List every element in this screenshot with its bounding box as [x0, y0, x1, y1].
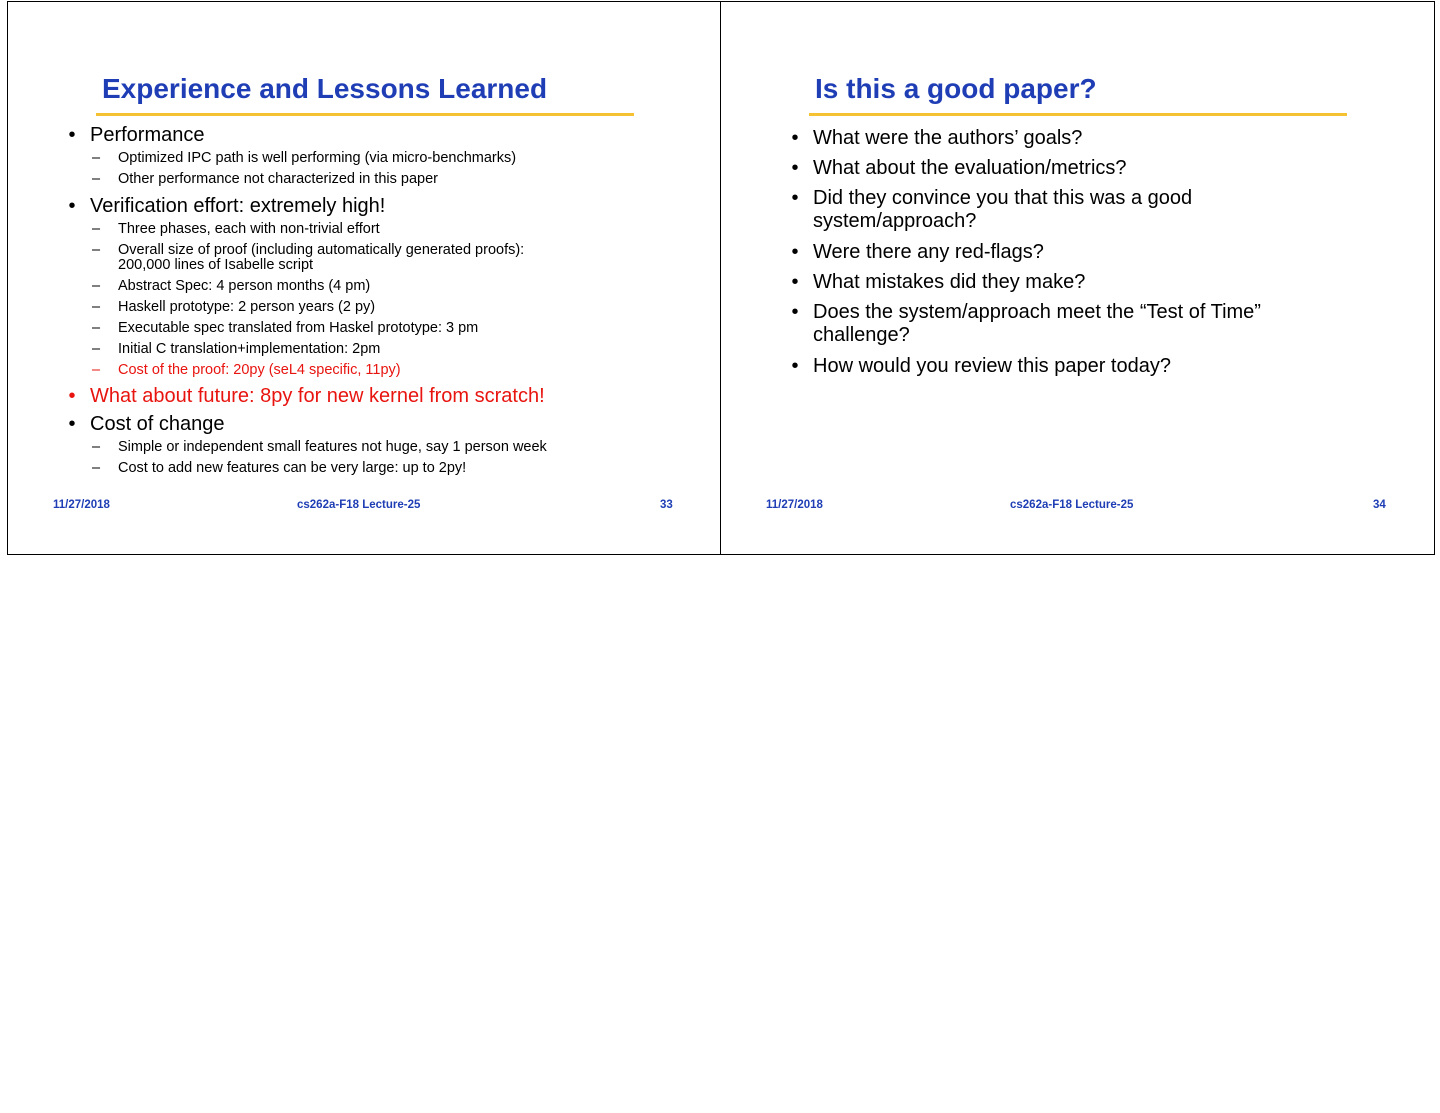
- list-item: – Executable spec translated from Haskel prototype: 3 pm: [92, 320, 479, 336]
- dash-icon: –: [92, 150, 101, 166]
- list-item-continuation: 200,000 lines of Isabelle script: [118, 257, 314, 273]
- list-item: • Performance: [62, 124, 547, 147]
- list-item: • What mistakes did they make?: [785, 271, 1261, 294]
- bullet-list: [785, 127, 1261, 378]
- list-item: • How would you review this paper today?: [785, 355, 1261, 378]
- dash-icon: –: [92, 320, 101, 336]
- bullet-dot-icon: •: [791, 271, 799, 293]
- list-item: – Three phases, each with non-trivial effort: [92, 221, 380, 237]
- slide-title: Experience and Lessons Learned: [102, 73, 548, 104]
- list-item: • Does the system/approach meet the “Test of Time” challenge?: [785, 301, 1261, 347]
- list-item: • What about the evaluation/metrics?: [785, 157, 1261, 180]
- list-item: – Initial C translation+implementation: 2pm: [92, 341, 381, 357]
- dash-icon: –: [92, 299, 101, 315]
- bullet-dot-icon: •: [791, 241, 799, 263]
- dash-icon: –: [92, 171, 101, 187]
- slide-34: [720, 1, 1435, 555]
- list-item: – Haskell prototype: 2 person years (2 py): [92, 299, 376, 315]
- dash-icon: –: [92, 362, 101, 378]
- bullet-dot-icon: •: [791, 157, 799, 179]
- list-item: • Verification effort: extremely high!: [62, 195, 547, 218]
- list-item: – Abstract Spec: 4 person months (4 pm): [92, 278, 371, 294]
- bullet-dot-icon: •: [68, 195, 76, 217]
- list-item: • Cost of change: [62, 413, 547, 436]
- bullet-dot-icon: •: [791, 301, 799, 323]
- title-underline: [96, 113, 634, 116]
- footer-page-number: 33: [660, 499, 673, 511]
- list-item: – Cost to add new features can be very large: up to 2py!: [92, 460, 467, 476]
- bullet-dot-icon: •: [791, 127, 799, 149]
- bullet-dot-icon: •: [68, 124, 76, 146]
- dash-icon: –: [92, 341, 101, 357]
- list-item-highlight: • What about future: 8py for new kernel from scratch!: [62, 385, 547, 408]
- list-item: – Other performance not characterized in this paper: [92, 171, 438, 187]
- dash-icon: –: [92, 278, 101, 294]
- list-item: – Simple or independent small features not huge, say 1 person week: [92, 439, 547, 455]
- slide-33: [7, 1, 721, 555]
- list-item: – Overall size of proof (including automatically generated proofs):: [92, 242, 525, 258]
- bullet-dot-icon: •: [68, 385, 76, 407]
- bullet-dot-icon: •: [791, 355, 799, 377]
- list-item-highlight: – Cost of the proof: 20py (seL4 specific, 11py): [92, 362, 401, 378]
- footer-course: cs262a-F18 Lecture-25: [297, 499, 421, 511]
- dash-icon: –: [92, 460, 101, 476]
- footer-page-number: 34: [1373, 499, 1386, 511]
- bullet-dot-icon: •: [68, 413, 76, 435]
- dash-icon: –: [92, 439, 101, 455]
- bullet-list: [62, 124, 547, 476]
- list-item: – Optimized IPC path is well performing (via micro-benchmarks): [92, 150, 517, 166]
- title-underline: [809, 113, 1347, 116]
- slide-title: Is this a good paper?: [815, 73, 1097, 104]
- list-item: • Did they convince you that this was a good system/approach?: [785, 187, 1261, 233]
- bullet-dot-icon: •: [791, 187, 799, 209]
- dash-icon: –: [92, 242, 101, 258]
- list-item: • What were the authors’ goals?: [785, 127, 1261, 150]
- footer-date: 11/27/2018: [766, 499, 823, 511]
- list-item: • Were there any red-flags?: [785, 241, 1261, 264]
- dash-icon: –: [92, 221, 101, 237]
- footer-date: 11/27/2018: [53, 499, 110, 511]
- footer-course: cs262a-F18 Lecture-25: [1010, 499, 1134, 511]
